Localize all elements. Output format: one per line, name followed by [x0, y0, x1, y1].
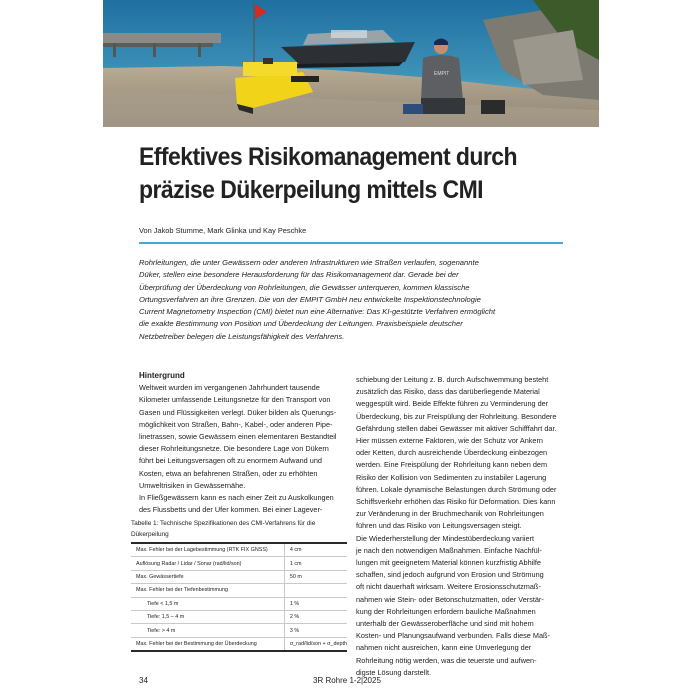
body-line: Überdeckung, bis zur Freispülung der Rohrleitung. Besondere [356, 411, 557, 421]
body-line: Kosten, etwa an befahrenen Straßen, oder zu erhöhten [139, 468, 318, 478]
table-row [131, 557, 347, 570]
table-cell-value: 50 m [284, 570, 347, 583]
body-line: weggespült wird. Beide Effekte führen zu Verminderung der [356, 399, 549, 409]
body-line: nahmen wie Stein- oder Betonschutzmatten, oder Verstär- [356, 594, 544, 604]
header-photo [103, 0, 599, 127]
body-line: unterhalb der Gewässeroberfläche und sind mit hohem [356, 619, 534, 629]
body-line: lungen mit geeignetem Material können kurzfristig Abhilfe [356, 558, 541, 568]
caption-line: Dükerpeilung [131, 530, 169, 538]
table-cell-value: 1 % [284, 597, 347, 610]
title-line: Effektives Risikomanagement durch [139, 143, 518, 171]
body-line: des Flussbetts und der Ufer kommen. Bei einer Lagever- [139, 505, 323, 515]
body-line: möglichkeit von Straßen, Bahn-, Kabel-, oder anderen Pipe- [139, 419, 333, 429]
body-line: Weltweit wurden im vergangenen Jahrhundert tausende [139, 383, 320, 393]
body-line: Hier müssen externe Faktoren, wie der Schutz vor Ankern [356, 436, 543, 446]
divider [139, 242, 563, 244]
abstract-line: Current Magnetometry Inspection (CMI) bietet nun eine Alternative: Das KI-gestützte Verfahren ermöglicht [139, 307, 496, 317]
body-line: In Fließgewässern kann es nach einer Zeit zu Auskolkungen [139, 493, 334, 503]
abstract-line: Rohrleitungen, die unter Gewässern oder anderen Infrastrukturen wie Straßen verlaufen, sogenannte [139, 258, 479, 267]
table-caption [131, 519, 315, 540]
abstract-line: die exakte Bestimmung von Position und Überdeckung der Leitungen. Praxisbeispiele deutscher [139, 319, 463, 329]
body-line: führen und das Risiko von Leitungsversagen steigt. [356, 521, 522, 531]
body-line: Kilometer umfassende Leitungsnetze für den Transport von [139, 395, 331, 405]
body-line: kung der Rohrleitungen erfordern bauliche Maßnahmen [356, 606, 536, 616]
body-column-left [139, 370, 346, 516]
table-cell-label: Max. Gewässertiefe [131, 570, 284, 583]
table-cell-label: Max. Fehler bei der Tiefenbestimmung [131, 584, 284, 597]
table-cell-value: 1 cm [284, 557, 347, 570]
body-line: linetrassen, sowie Gewässern einen elementaren Bestandteil [139, 432, 337, 442]
equipment-case [403, 104, 423, 114]
body-line: Risiko der Kollision von Sedimenten zu instabiler Lagerung [356, 472, 547, 482]
abstract-line: Düker, stellen eine besondere Herausforderung für das Risikomanagement dar. Gerade bei der [139, 270, 459, 280]
shirt-logo: EMPIT [434, 71, 450, 77]
body-line: führt bei Leitungsversagen oft zu enormem Aufwand und [139, 456, 322, 466]
section-heading: Hintergrund [139, 371, 185, 380]
magazine-issue: 3R Rohre 1-2|2025 [313, 676, 381, 685]
body-line: Rohrleitung nötig werden, was die teuerste und aufwen- [356, 655, 537, 665]
table-cell-label: Auflösung Radar / Lidar / Sonar (rad/lid/son) [131, 557, 284, 570]
body-line: Kosten- und Planungsaufwand verbunden. Falls diese Maß- [356, 631, 550, 641]
table-cell-value: σ_rad/lid/son + σ_depth [284, 637, 347, 651]
body-line: werden. Eine Freispülung der Rohrleitung kann neben dem [356, 460, 548, 470]
table-row [131, 543, 347, 557]
table-cell-value: 3 % [284, 624, 347, 637]
table-cell-label: Tiefe: > 4 m [131, 624, 284, 637]
table-cell-label: Tiefe: 1,5 – 4 m [131, 610, 284, 623]
table-row [131, 637, 347, 651]
table-row [131, 610, 347, 623]
table-cell-value: 2 % [284, 610, 347, 623]
body-line: Die Wiederherstellung der Mindestüberdeckung variiert [356, 533, 535, 543]
body-line: Gefährdung stellen dabei Gewässer mit aktiver Schifffahrt dar. [356, 423, 557, 433]
body-line: oder Ketten, durch ausreichende Überdeckung einbezogen [356, 448, 548, 458]
abstract-line: Ortungsverfahren an ihre Grenzen. Die von der EMPIT GmbH neu entwickelte Inspektionstechnologie [139, 294, 481, 304]
table-cell-value: 4 cm [284, 543, 347, 557]
body-line: Schiffsverkehr erhöhen das Risiko für Deformation. Dies kann [356, 497, 556, 507]
body-line: je nach den notwendigen Maßnahmen. Einfache Nachfül- [356, 545, 542, 555]
body-line: digste Lösung darstellt. [356, 667, 432, 677]
table-cell-label: Max. Fehler bei der Bestimmung der Überdeckung [131, 637, 284, 651]
abstract-line: Überprüfung der Überdeckung von Rohrleitungen, die Gewässer unterqueren, kommen klassische [139, 282, 470, 292]
body-line: dieser Rohrleitungsnetze. Die besondere Lage von Dükern [139, 444, 329, 454]
article-title [139, 141, 535, 207]
caption-line: Tabelle 1: Technische Spezifikationen des CMI-Verfahrens für die [131, 520, 316, 527]
body-line: Umweltrisiken in Gewässernähe. [139, 480, 246, 490]
spec-table [131, 542, 347, 652]
title-line: präzise Dükerpeilung mittels CMI [139, 176, 484, 204]
table-cell-value [284, 584, 347, 597]
table-cell-label: Max. Fehler bei der Lagebestimmung (RTK FIX GNSS) [131, 543, 284, 557]
body-line: schiebung der Leitung z. B. durch Aufschwemmung besteht [356, 375, 549, 384]
body-line: schaffen, sind jedoch aufgrund von Erosion und Strömung [356, 570, 544, 580]
body-line: zusätzlich das Risiko, dass das darüberliegende Material [356, 387, 540, 397]
body-line: führen. Lokale dynamische Belastungen durch Strömung oder [356, 484, 557, 494]
page-number: 34 [139, 676, 148, 685]
abstract-line: Netzbetreiber belegen die Leistungsfähigkeit des Verfahrens. [139, 331, 345, 341]
body-column-right [356, 374, 564, 679]
authors: Von Jakob Stumme, Mark Glinka und Kay Peschke [139, 226, 307, 235]
table-cell-label: Tiefe < 1,5 m [131, 597, 284, 610]
body-line: oft nicht dauerhaft wirksam. Weitere Erosionsschutzmaß- [356, 582, 541, 592]
table-row [131, 584, 347, 597]
equipment-case [481, 100, 505, 114]
body-line: Gasen und Flüssigkeiten verlegt. Düker bilden als Querungs- [139, 407, 337, 417]
body-line: zur Veränderung in der Bruchmechanik von Rohrleitungen [356, 509, 544, 519]
table-row [131, 597, 347, 610]
table-row [131, 624, 347, 637]
abstract [139, 257, 564, 343]
table-row [131, 570, 347, 583]
body-line: nahmen nicht ausreichen, kann eine Umverlegung der [356, 643, 532, 653]
